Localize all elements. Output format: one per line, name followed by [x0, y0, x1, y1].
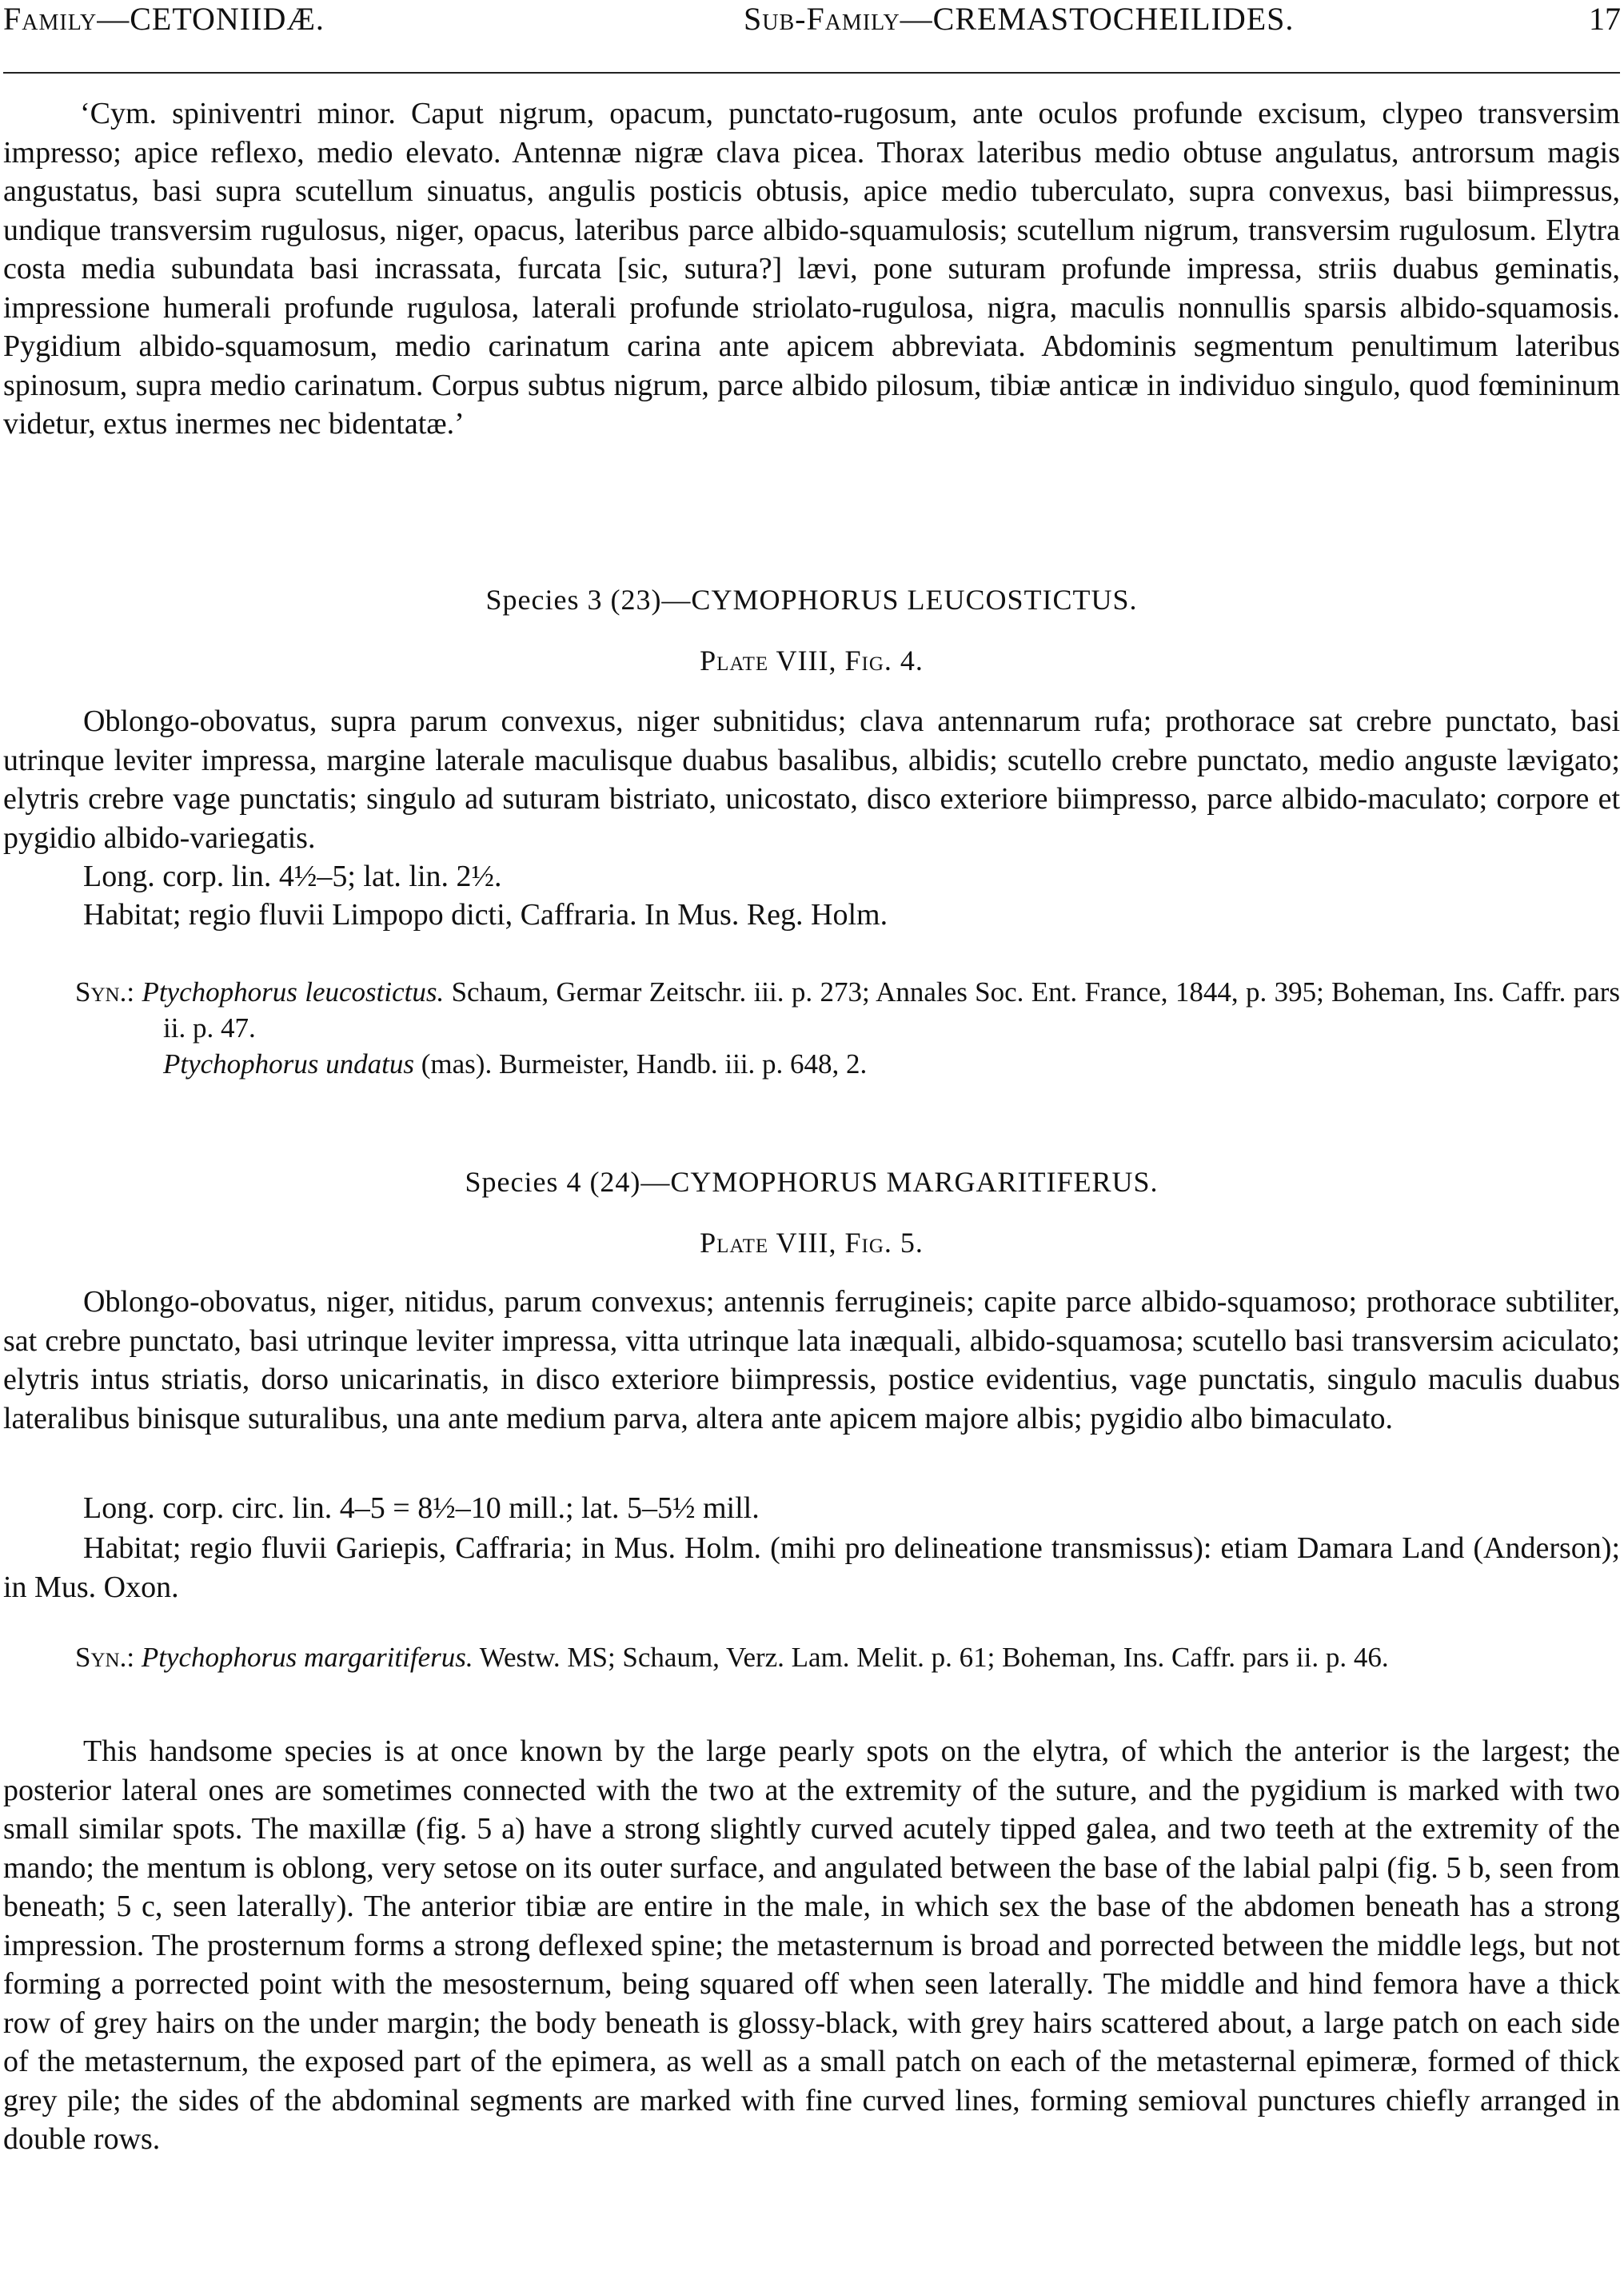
header-rule	[3, 72, 1620, 74]
header-family: Family—CETONIIDÆ.	[3, 1, 325, 37]
quote-paragraph: ‘Cym. spiniventri minor. Caput nigrum, opacum, punctato-rugosum, ante oculos profunde excisum, clypeo transversim impresso; apice reflexo, medio elevato. Antennæ nigræ clava picea. Thorax lateribus medio obtuse angulatus, antrorsum magis angustatus, basi supra scutellum sinuatus, angulis posticis obtusis, apice medio tuberculato, supra convexus, basi biimpressus, undique transversim rugulosus, niger, opacus, lateribus parce albido-squamulosis; scutellum nigrum, transversim rugulosum. Elytra costa media subundata basi incrassata, furcata [sic, sutura?] lævi, pone suturam profunde impressa, striis duabus geminatis, impressione humerali profunde rugulosa, laterali profunde striolato-rugulosa, nigra, maculis nonnullis sparsis albido-squamosis. Pygidium albido-squamosum, medio carinatum carina ante apicem abbreviata. Abdominis segmentum penultimum lateribus spinosum, supra medio carinatum. Corpus subtus nigrum, parce albido pilosum, tibiæ anticæ in individuo singulo, quod fœmininum videtur, extus inermes nec bidentatæ.’	[3, 97, 1620, 441]
page-number: 17	[1589, 1, 1621, 37]
syn-references: Schaum, Germar Zeitschr. iii. p. 273; Annales Soc. Ent. France, 1844, p. 395; Boheman, Ins. Caffr. pars ii. p. 47.	[163, 976, 1621, 1044]
species-3-heading: Species 3 (23)—CYMOPHORUS LEUCOSTICTUS.	[485, 584, 1138, 616]
syn-label: Syn.:	[75, 976, 135, 1008]
species-4-plate: Plate VIII, Fig. 5.	[700, 1227, 924, 1259]
syn-references: (mas). Burmeister, Handb. iii. p. 648, 2.	[421, 1048, 868, 1080]
syn-references: Westw. MS; Schaum, Verz. Lam. Melit. p. 61; Boheman, Ins. Caffr. pars ii. p. 46.	[479, 1642, 1389, 1673]
species-4-description: Oblongo-obovatus, niger, nitidus, parum convexus; antennis ferrugineis; capite parce albido-squamoso; prothorace subtiliter, sat crebre punctato, basi utrinque leviter impressa, vitta utrinque lata inæquali, albido-squamosa; scutello basi transversim aciculato; elytris intus striatis, dorso unicarinatis, in disco exteriore biimpressis, postice evidentius, vage punctatis, singulo maculis duabus lateralibus binisque suturalibus, una ante medium parva, altera ante apicem majore albis; pygidio albo bimaculato.	[3, 1285, 1620, 1435]
species-4-synonymy	[75, 1639, 1620, 1675]
species-3-description: Oblongo-obovatus, supra parum convexus, niger subnitidus; clava antennarum rufa; prothorace sat crebre punctato, basi utrinque leviter impressa, margine laterale maculisque duabus basalibus, albidis; scutello crebre punctato, medio anguste lævigato; elytris crebre vage punctatis; singulo ad suturam bistriato, unicostato, disco exteriore biimpresso, parce albido-maculato; corpore et pygidio albido-variegatis.	[3, 704, 1620, 855]
syn-name: Ptychophorus margaritiferus.	[141, 1642, 473, 1673]
species-4-measurements: Long. corp. circ. lin. 4–5 = 8½–10 mill.; lat. 5–5½ mill.	[83, 1491, 760, 1525]
species-4-heading: Species 4 (24)—CYMOPHORUS MARGARITIFERUS.	[465, 1166, 1159, 1198]
species-3-measurements: Long. corp. lin. 4½–5; lat. lin. 2½.	[83, 860, 502, 893]
syn-name: Ptychophorus leucostictus.	[142, 976, 445, 1008]
species-3-plate: Plate VIII, Fig. 4.	[700, 645, 924, 677]
syn-label: Syn.:	[75, 1642, 135, 1673]
species-4-habitat: Habitat; regio fluvii Gariepis, Caffraria; in Mus. Holm. (mihi pro delineatione transmissus): etiam Damara Land (Anderson); in Mus. Oxon.	[3, 1531, 1620, 1604]
syn-name: Ptychophorus undatus	[163, 1048, 415, 1080]
species-3-habitat: Habitat; regio fluvii Limpopo dicti, Caffraria. In Mus. Reg. Holm.	[83, 898, 888, 932]
header-subfamily: Sub-Family—CREMASTOCHEILIDES.	[744, 1, 1295, 37]
species-4-commentary: This handsome species is at once known by the large pearly spots on the elytra, of which the anterior is the largest; the posterior lateral ones are sometimes connected with the two at the extremity of the suture, and the pygidium is marked with two small similar spots. The maxillæ (fig. 5 a) have a strong slightly curved acutely tipped galea, and two teeth at the extremity of the mando; the mentum is oblong, very setose on its outer surface, and angulated between the base of the labial palpi (fig. 5 b, seen from beneath; 5 c, seen laterally). The anterior tibiæ are entire in the male, in which sex the base of the abdomen beneath has a strong impression. The prosternum forms a strong deflexed spine; the metasternum is broad and porrected between the middle legs, but not forming a porrected point with the mesosternum, being squared off when seen laterally. The middle and hind femora have a thick row of grey hairs on the under margin; the body beneath is glossy-black, with grey hairs scattered about, a large patch on each side of the metasternum, the exposed part of the epimera, as well as a small patch on each of the metasternal epimeræ, formed of thick grey pile; the sides of the abdominal segments are marked with fine curved lines, forming semioval punctures chiefly arranged in double rows.	[3, 1734, 1620, 2156]
species-3-synonymy	[75, 974, 1620, 1082]
running-header	[0, 0, 1624, 48]
